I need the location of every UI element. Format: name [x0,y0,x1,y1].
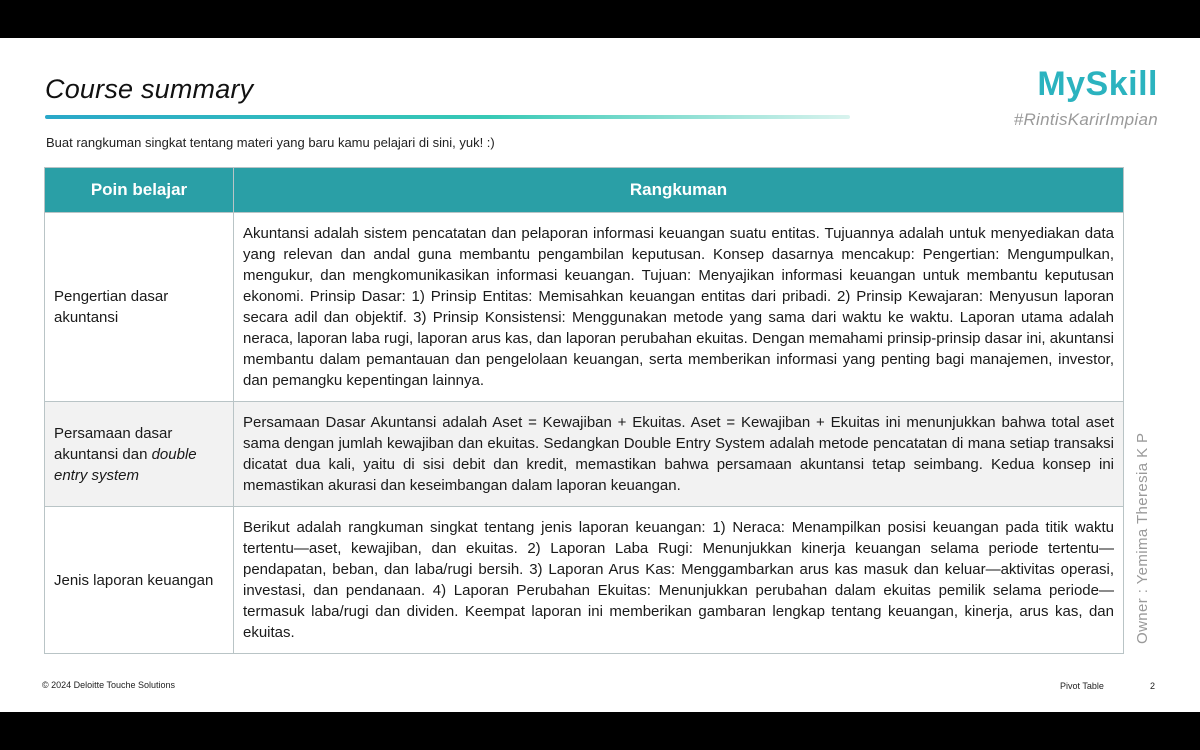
poin-cell: Pengertian dasar akuntansi [45,213,234,402]
poin-italic-text: double entry system [54,445,197,484]
table-header-row [45,168,1124,213]
summary-table [44,167,1124,654]
header-poin-belajar: Poin belajar [45,168,234,213]
footer-section: Pivot Table [1060,681,1104,691]
rangkuman-cell: Berikut adalah rangkuman singkat tentang jenis laporan keuangan: 1) Neraca: Menampilkan posisi keuangan pada titik waktu tertentu—aset, kewajiban, dan ekuitas. 2) Laporan Laba Rugi: Menunjukkan kinerja keuangan selama periode tertentu—pendapatan, beban, dan laba/rugi bersih. 3) Laporan Arus Kas: Menggambarkan arus kas masuk dan keluar—aktivitas operasi, investasi, dan pendanaan. 4) Laporan Perubahan Ekuitas: Menunjukkan perubahan dalam ekuitas pemilik selama periode—termasuk laba/rugi dan dividen. Keempat laporan ini memberikan gambaran lengkap tentang keuangan, kinerja, arus kas, dan ekuitas. [234,507,1124,654]
brand-tagline: #RintisKarirImpian [1013,110,1158,129]
footer-page-number: 2 [1150,681,1156,691]
rangkuman-cell: Akuntansi adalah sistem pencatatan dan pelaporan informasi keuangan suatu entitas. Tujuannya adalah untuk menyediakan data yang relevan dan andal guna membantu pengambilan keputusan. Konsep dasarnya mencakup: Pengertian: Mengumpulkan, mengukur, dan mengkomunikasikan informasi keuangan. Tujuan: Menyajikan informasi keuangan untuk membantu keputusan ekonomi. Prinsip Dasar: 1) Prinsip Entitas: Memisahkan keuangan entitas dari pribadi. 2) Prinsip Kewajaran: Menyusun laporan secara adil dan objektif. 3) Prinsip Konsistensi: Menggunakan metode yang sama dari waktu ke waktu. Laporan utama adalah neraca, laporan laba rugi, laporan arus kas, dan laporan perubahan ekuitas. Dengan memahami prinsip-prinsip dasar ini, akuntansi membantu dalam pemantauan dan pengelolaan keuangan, serta memberikan informasi yang penting bagi manajemen, investor, dan pemangku kepentingan lainnya. [234,213,1124,402]
owner-text: Owner : Yemima Theresia K P [1134,432,1151,644]
brand [1014,66,1158,130]
table-row [45,213,1124,402]
poin-cell [45,402,234,507]
poin-cell: Jenis laporan keuangan [45,507,234,654]
rangkuman-cell: Persamaan Dasar Akuntansi adalah Aset = Kewajiban + Ekuitas. Aset = Kewajiban + Ekuitas ini menunjukkan bahwa total aset sama dengan jumlah kewajiban dan ekuitas. Sedangkan Double Entry System adalah metode pencatatan di mana setiap transaksi dicatat dua kali, yaitu di sisi debit dan kredit, memastikan bahwa persamaan akuntansi tetap seimbang. Kedua konsep ini memastikan akurasi dan keseimbangan dalam laporan keuangan. [234,402,1124,507]
poin-text: Persamaan dasar akuntansi dan [54,424,173,463]
title-underline [45,115,850,119]
header-rangkuman: Rangkuman [234,168,1124,213]
slide [0,38,1200,712]
table-row [45,507,1124,654]
slide-subtitle: Buat rangkuman singkat tentang materi yang baru kamu pelajari di sini, yuk! :) [46,135,495,150]
slide-title: Course summary [45,74,254,104]
table-row [45,402,1124,507]
myskill-logo: MySkill [1037,65,1158,103]
footer-copyright: © 2024 Deloitte Touche Solutions [42,680,176,690]
